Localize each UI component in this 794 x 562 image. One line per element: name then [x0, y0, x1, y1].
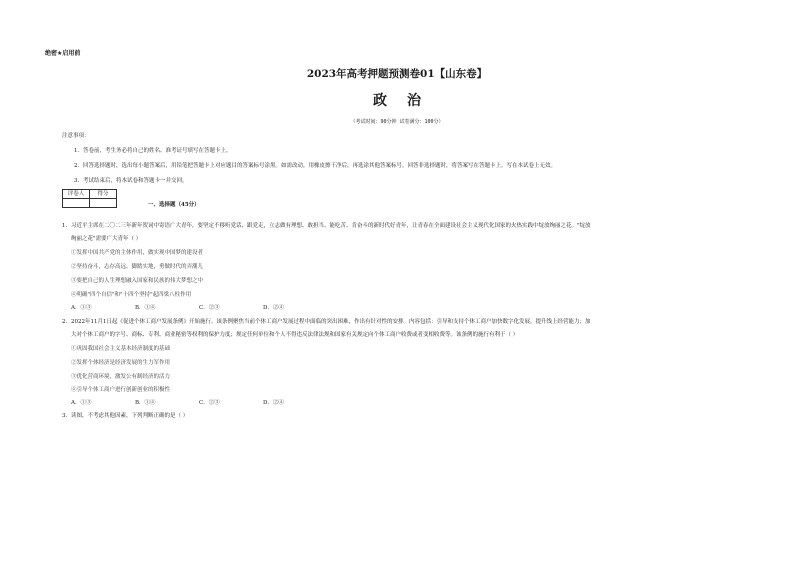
- question-option: ③优化营商环境，激发公有制经济的活力: [71, 374, 171, 380]
- question-stem: 2．2022年11月1日起《促进个体工商户发展条例》开始施行。该条例聚焦当前个体工商户发展过程中面临的突出困难，作出有针对性的安排。内容包括：引导和支持个体工商户加快数字化发展，提升线上经营能力；加: [62, 319, 591, 325]
- notes-heading: 注意事项：: [62, 133, 90, 139]
- answer-choice-b: B．①④: [135, 400, 156, 406]
- question-stem: 3．读图，不考虑其他因素，下列判断正确的是（ ）: [62, 413, 189, 419]
- note-item: 2．回答选择题时，选出每小题答案后，用铅笔把答题卡上对应题目的答案标号涂黑。如需改动，用橡皮擦干净后，再选涂其他答案标号。回答非选择题时，将答案写在答题卡上。写在本试卷上无效。: [74, 163, 557, 169]
- note-item: 3．考试结束后，将本试卷和答题卡一并交回。: [74, 178, 188, 184]
- question-stem: 1．习近平主席在二〇二三年新年贺词中寄语广大青年，要坚定不移听党话、跟党走，立志做有理想、敢担当、能吃苦、肯奋斗的新时代好青年，让青春在全面建设社会主义现代化国家的火热实践中绽放绚丽之花。"绽放: [62, 223, 591, 229]
- answer-choice-a: A．①③: [71, 400, 92, 406]
- answer-choice-d: D．②④: [263, 400, 284, 406]
- answer-choice-c: C．②③: [199, 400, 220, 406]
- question-stem-cont: 大对个体工商户的字号、商标、专利、商业秘密等权利的保护力度；规定任何单位和个人不得违反法律法规和国家有关规定向个体工商户收费或者变相收费等。该条例的施行有利于（ ）: [71, 332, 519, 338]
- answer-choice-d: D．②④: [263, 305, 284, 311]
- reviewer-cell: [63, 199, 90, 208]
- exam-time-info: （考试时间：90分钟 试卷满分：100分）: [350, 119, 444, 125]
- question-option: ①发挥中国共产党的主体作用，做实现中国梦的建设者: [71, 250, 204, 256]
- note-item: 1．答卷前，考生务必将自己的姓名、准考证号填写在答题卡上。: [74, 148, 232, 154]
- score-cell: [90, 199, 117, 208]
- answer-choice-b: B．①④: [135, 305, 156, 311]
- answer-choice-a: A．①③: [71, 305, 92, 311]
- exam-title: 2023年高考押题预测卷01【山东卷】: [306, 68, 488, 80]
- question-stem-cont: 绚丽之花"需要广大青年（ ）: [71, 236, 142, 242]
- question-option: ①巩固我国社会主义基本经济制度的基础: [71, 346, 171, 352]
- section-title: 一、选择题（45分）: [148, 202, 200, 208]
- question-option: ④明确"四个自信"和"十四个坚持"起四梁八柱作用: [71, 292, 192, 298]
- confidential-label: 绝密★启用前: [45, 50, 81, 57]
- question-option: ③要把自己的人生理想融入国家和民族的伟大梦想之中: [71, 278, 204, 284]
- subject-title: 政治: [373, 93, 441, 109]
- question-option: ④引导个体工商户进行创新创业的积极性: [71, 387, 171, 393]
- question-option: ②坚持奋斗，志存高远、脚踏实地，勇做时代的弄潮儿: [71, 264, 204, 270]
- answer-choice-c: C．②③: [199, 305, 220, 311]
- score-header: 得分: [90, 190, 117, 199]
- question-option: ②发挥个体经济是经济发展的生力军作用: [71, 360, 171, 366]
- score-table: [62, 189, 117, 208]
- reviewer-header: 评卷人: [63, 190, 90, 199]
